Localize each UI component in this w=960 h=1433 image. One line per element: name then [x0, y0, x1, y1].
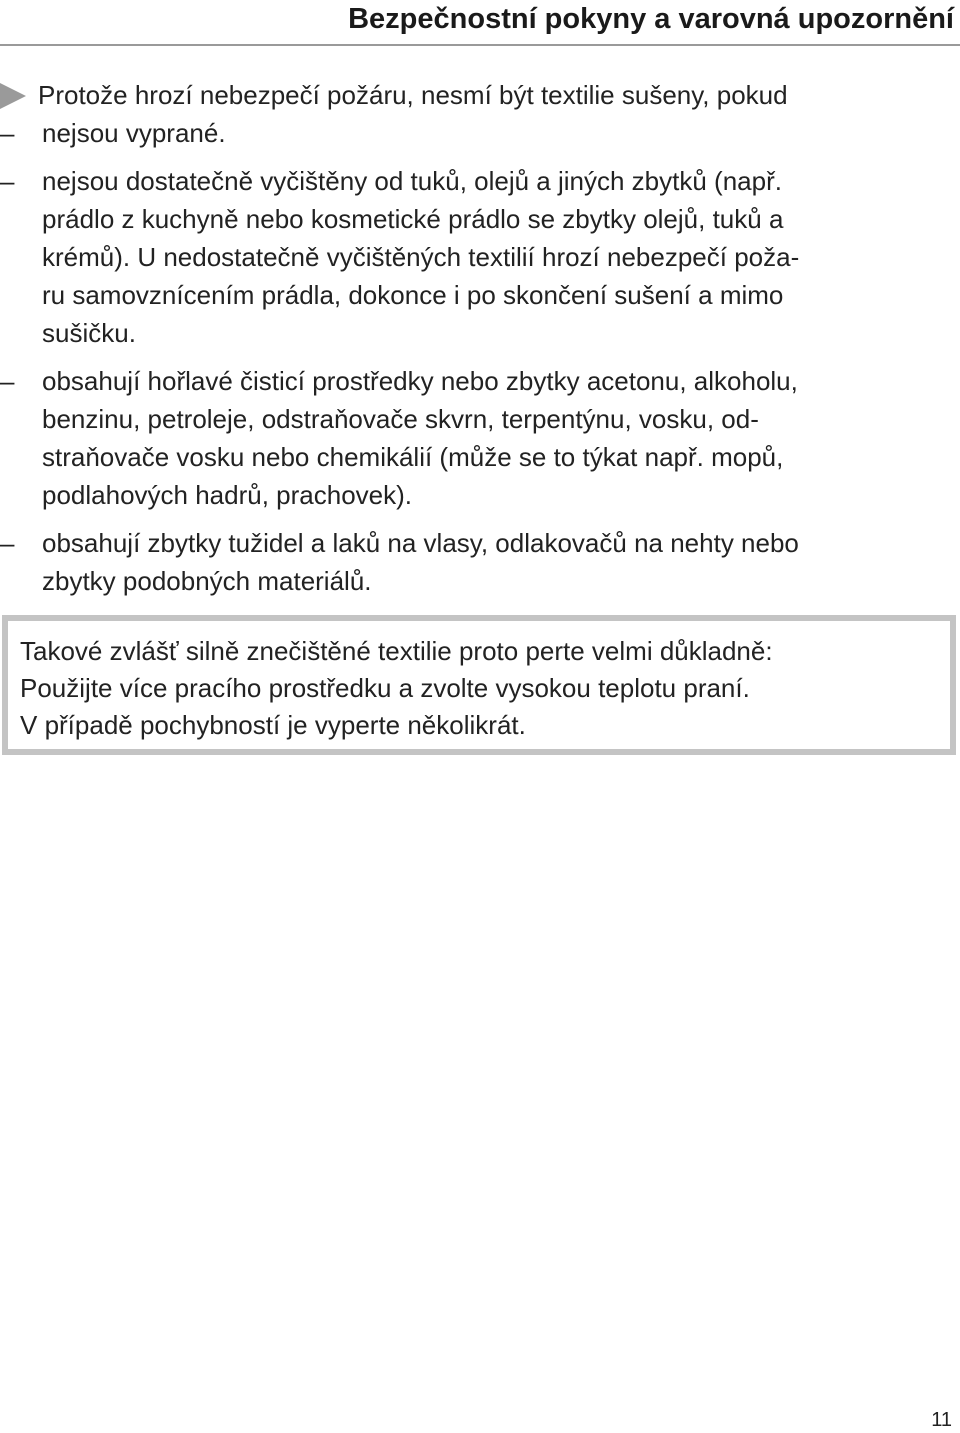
page-title: Bezpečnostní pokyny a varovná upozornění: [348, 3, 954, 35]
list-item-line: podlahových hadrů, prachovek).: [42, 480, 413, 510]
dash-bullet-icon: –: [0, 118, 15, 148]
notice-line: V případě pochybností je vyperte několikrát.: [20, 710, 526, 740]
page-header: [0, 0, 960, 46]
list-item: [0, 114, 960, 152]
list-item: [0, 162, 960, 352]
list-item: [0, 524, 960, 600]
content: [0, 76, 960, 600]
list-item-line: sušičku.: [42, 318, 136, 348]
list-item-line: prádlo z kuchyně nebo kosmetické prádlo se zbytky olejů, tuků a: [42, 204, 784, 234]
dash-bullet-icon: –: [0, 366, 15, 396]
bullet-list: [0, 114, 960, 600]
dash-bullet-icon: –: [0, 166, 15, 196]
list-item-line: benzinu, petroleje, odstraňovače skvrn, terpentýnu, vosku, od-: [42, 404, 759, 434]
list-item-line: krémů). U nedostatečně vyčištěných textilií hrozí nebezpečí poža-: [42, 242, 800, 272]
list-item-line: zbytky podobných materiálů.: [42, 566, 372, 596]
notice-line: Takové zvlášť silně znečištěné textilie proto perte velmi důkladně:: [20, 636, 773, 666]
page-number: 11: [931, 1409, 952, 1431]
list-item-line: obsahují hořlavé čisticí prostředky nebo zbytky acetonu, alkoholu,: [42, 366, 798, 396]
list-item-line: nejsou vyprané.: [42, 118, 226, 148]
list-item: [0, 362, 960, 514]
notice-box: [2, 615, 956, 755]
list-item-line: nejsou dostatečně vyčištěny od tuků, olejů a jiných zbytků (např.: [42, 166, 782, 196]
notice-line: Použijte více pracího prostředku a zvolte vysokou teplotu praní.: [20, 673, 750, 703]
list-item-line: obsahují zbytky tužidel a laků na vlasy, odlakovačů na nehty nebo: [42, 528, 799, 558]
arrow-right-icon: [0, 83, 26, 109]
list-item-line: ru samovznícením prádla, dokonce i po skončení sušení a mimo: [42, 280, 784, 310]
intro-paragraph: [0, 76, 960, 114]
intro-text: Protože hrozí nebezpečí požáru, nesmí být textilie sušeny, pokud: [38, 80, 788, 110]
list-item-line: straňovače vosku nebo chemikálií (může se to týkat např. mopů,: [42, 442, 784, 472]
dash-bullet-icon: –: [0, 528, 15, 558]
